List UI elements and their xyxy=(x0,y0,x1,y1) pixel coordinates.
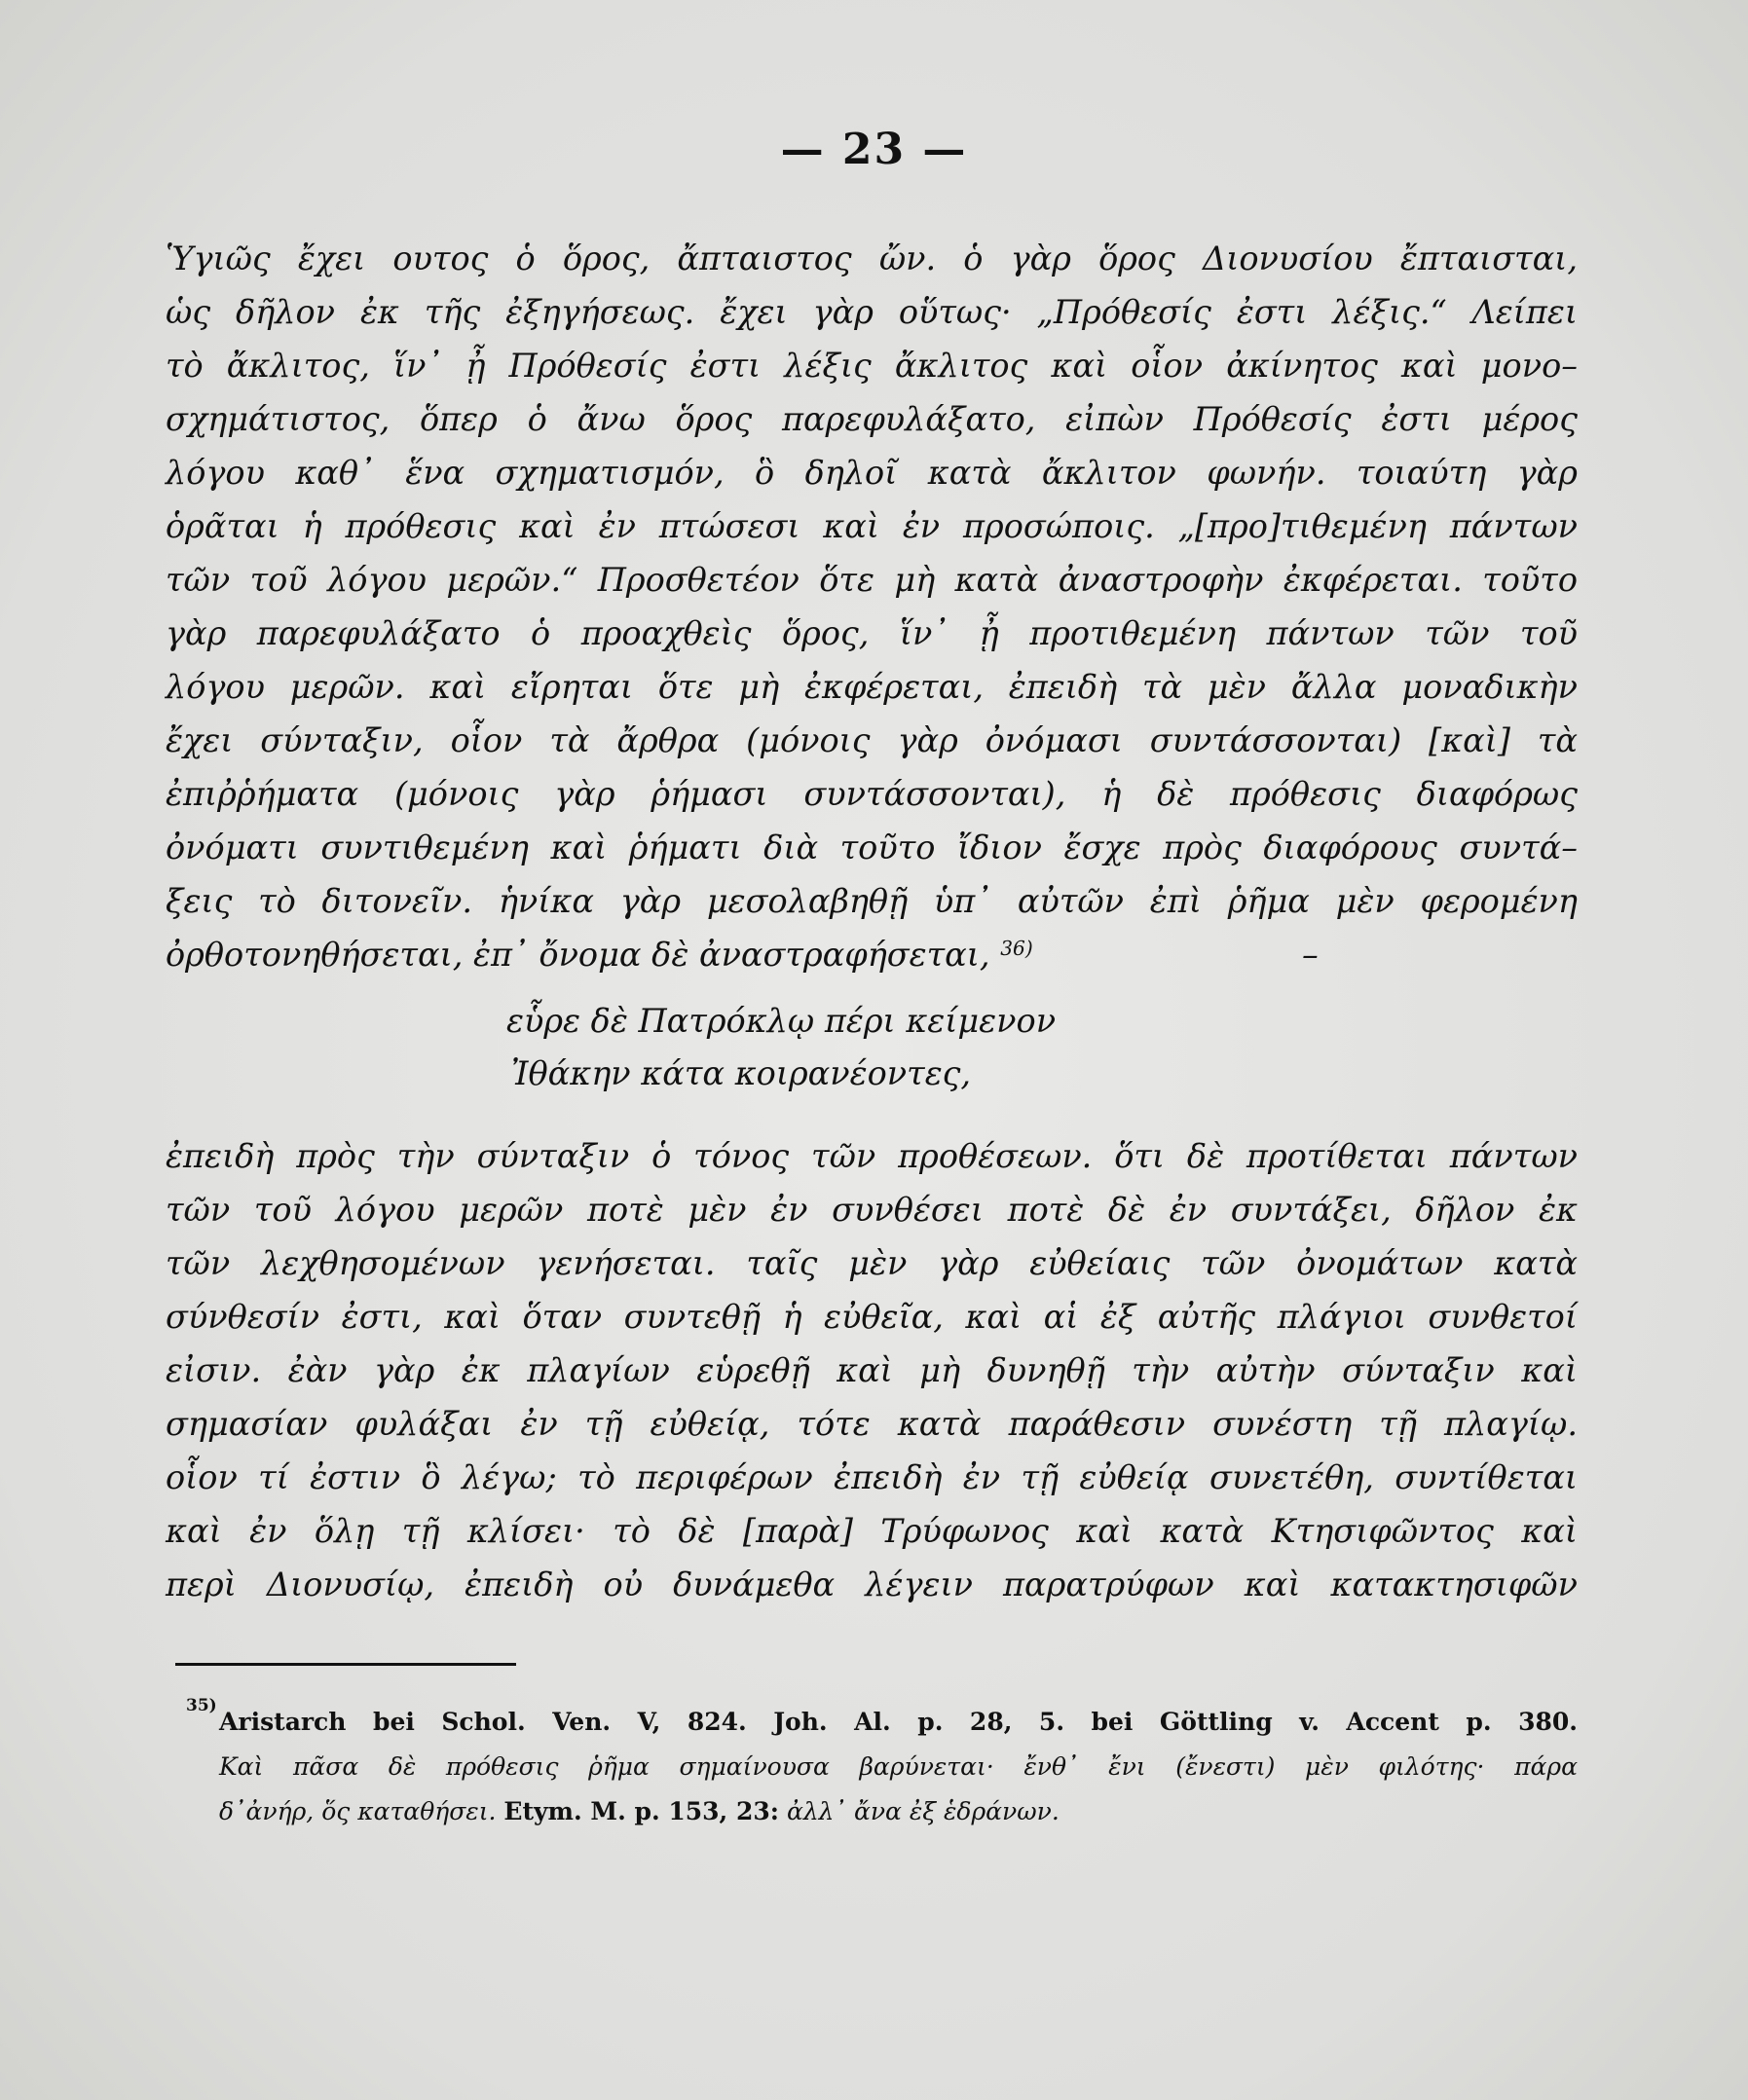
text-line: ὡς δῆλον ἐκ τῆς ἐξηγήσεως. ἔχει γὰρ οὕτως· „Πρόθεσίς ἐστι λέξις.“ Λείπει xyxy=(166,293,1578,331)
page-number: — 23 — xyxy=(780,125,968,174)
main-text-bottom xyxy=(166,1129,1578,1611)
text-line-content: ὀρθοτονηθήσεται, ἐπ᾿ ὄνομα δὲ ἀναστραφήσεται, xyxy=(166,936,990,974)
footnote-text: Aristarch bei Schol. Ven. V, 824. Joh. Al. p. 28, 5. bei Göttling v. Accent p. 380. xyxy=(219,1708,1578,1736)
text-line: ἐπιῤῥήματα (μόνοις γὰρ ῥήμασι συντάσσονται), ἡ δὲ πρόθεσις διαφόρως xyxy=(166,775,1578,813)
text-line: σημασίαν φυλάξαι ἐν τῇ εὐθείᾳ, τότε κατὰ παράθεσιν συνέστη τῇ πλαγίῳ. xyxy=(166,1405,1578,1443)
text-line: τῶν τοῦ λόγου μερῶν ποτὲ μὲν ἐν συνθέσει ποτὲ δὲ ἐν συντάξει, δῆλον ἐκ xyxy=(166,1191,1578,1229)
text-line: ὁρᾶται ἡ πρόθεσις καὶ ἐν πτώσεσι καὶ ἐν προσώποις. „[προ]τιθεμένη πάντων xyxy=(166,507,1578,545)
text-line: τῶν λεχθησομένων γενήσεται. ταῖς μὲν γὰρ εὐθείαις τῶν ὀνομάτων κατὰ xyxy=(166,1244,1578,1282)
text-line: καὶ ἐν ὅλῃ τῇ κλίσει· τὸ δὲ [παρὰ] Τρύφωνος καὶ κατὰ Κτησιφῶντος καὶ xyxy=(166,1512,1578,1550)
text-line: σύνθεσίν ἐστι, καὶ ὅταν συντεθῇ ἡ εὐθεῖα, καὶ αἱ ἐξ αὐτῆς πλάγιοι συνθετοί xyxy=(166,1298,1578,1336)
text-line: ξεις τὸ διτονεῖν. ἡνίκα γὰρ μεσολαβηθῇ ὑπ᾿ αὐτῶν ἐπὶ ῥῆμα μὲν φερομένη xyxy=(166,882,1578,920)
text-line: τὸ ἄκλιτος, ἵν᾿ ᾖ Πρόθεσίς ἐστι λέξις ἄκλιτος καὶ οἷον ἀκίνητος καὶ μονο– xyxy=(166,347,1578,385)
text-line-last xyxy=(166,928,1578,981)
text-line: γὰρ παρεφυλάξατο ὁ προαχθεὶς ὅρος, ἵν᾿ ᾖ προτιθεμένη πάντων τῶν τοῦ xyxy=(166,614,1578,652)
quote-line: Ἰθάκην κάτα κοιρανέοντες, xyxy=(511,1054,972,1092)
trailing-dash: – xyxy=(1301,936,1319,974)
text-line: σχημάτιστος, ὅπερ ὁ ἄνω ὅρος παρεφυλάξατο, εἰπὼν Πρόθεσίς ἐστι μέρος xyxy=(166,400,1578,438)
footnote-line: 35) Aristarch bei Schol. Ven. V, 824. Joh. Al. p. 28, 5. bei Göttling v. Accent p. 380. xyxy=(186,1696,1578,1736)
text-line: οἷον τί ἐστιν ὃ λέγω; τὸ περιφέρων ἐπειδὴ ἐν τῇ εὐθείᾳ συνετέθη, συντίθεται xyxy=(166,1458,1578,1496)
footnote-reference: Etym. M. p. 153, 23: xyxy=(503,1797,779,1825)
text-line: περὶ Διονυσίῳ, ἐπειδὴ οὐ δυνάμεθα λέγειν παρατρύφων καὶ κατακτησιφῶν xyxy=(166,1566,1578,1603)
footnote-reference-36: 36) xyxy=(1000,936,1033,960)
text-line: λόγου μερῶν. καὶ εἴρηται ὅτε μὴ ἐκφέρεται, ἐπειδὴ τὰ μὲν ἄλλα μοναδικὴν xyxy=(166,668,1578,706)
footnote-line: Καὶ πᾶσα δὲ πρόθεσις ῥῆμα σημαίνουσα βαρύνεται· ἔνθ᾿ ἔνι (ἔνεστι) μὲν φιλότης· πάρα xyxy=(219,1752,1578,1781)
text-line: ὀνόματι συντιθεμένη καὶ ῥήματι διὰ τοῦτο ἴδιον ἔσχε πρὸς διαφόρους συντά– xyxy=(166,829,1578,866)
footnote-greek: δ᾿ἀνήρ, ὅς καταθήσει. xyxy=(219,1797,497,1825)
text-line: ἔχει σύνταξιν, οἷον τὰ ἄρθρα (μόνοις γὰρ ὀνόμασι συντάσσονται) [καὶ] τὰ xyxy=(166,721,1578,759)
footnote-rule xyxy=(175,1663,516,1666)
footnote-greek-tail: ἀλλ᾿ ἄνα ἐξ ἑδράνων. xyxy=(786,1797,1060,1825)
text-line: λόγου καθ᾿ ἕνα σχηματισμόν, ὃ δηλοῖ κατὰ ἄκλιτον φωνήν. τοιαύτη γὰρ xyxy=(166,454,1578,492)
text-line: εἰσιν. ἐὰν γὰρ ἐκ πλαγίων εὑρεθῇ καὶ μὴ δυνηθῇ τὴν αὐτὴν σύνταξιν καὶ xyxy=(166,1351,1578,1389)
main-text-top xyxy=(166,232,1578,981)
text-line: τῶν τοῦ λόγου μερῶν.“ Προσθετέον ὅτε μὴ κατὰ ἀναστροφὴν ἐκφέρεται. τοῦτο xyxy=(166,561,1578,599)
text-line: Ὑγιῶς ἔχει ουτος ὁ ὅρος, ἄπταιστος ὤν. ὁ γὰρ ὅρος Διονυσίου ἔπταισται, xyxy=(166,239,1578,277)
footnote-line xyxy=(219,1789,1578,1834)
quotation xyxy=(506,995,1285,1100)
footnotes xyxy=(186,1696,1578,1834)
text-line: ἐπειδὴ πρὸς τὴν σύνταξιν ὁ τόνος τῶν προθέσεων. ὅτι δὲ προτίθεται πάντων xyxy=(166,1137,1578,1175)
quote-line: εὗρε δὲ Πατρόκλῳ πέρι κείμενον xyxy=(506,1002,1057,1040)
